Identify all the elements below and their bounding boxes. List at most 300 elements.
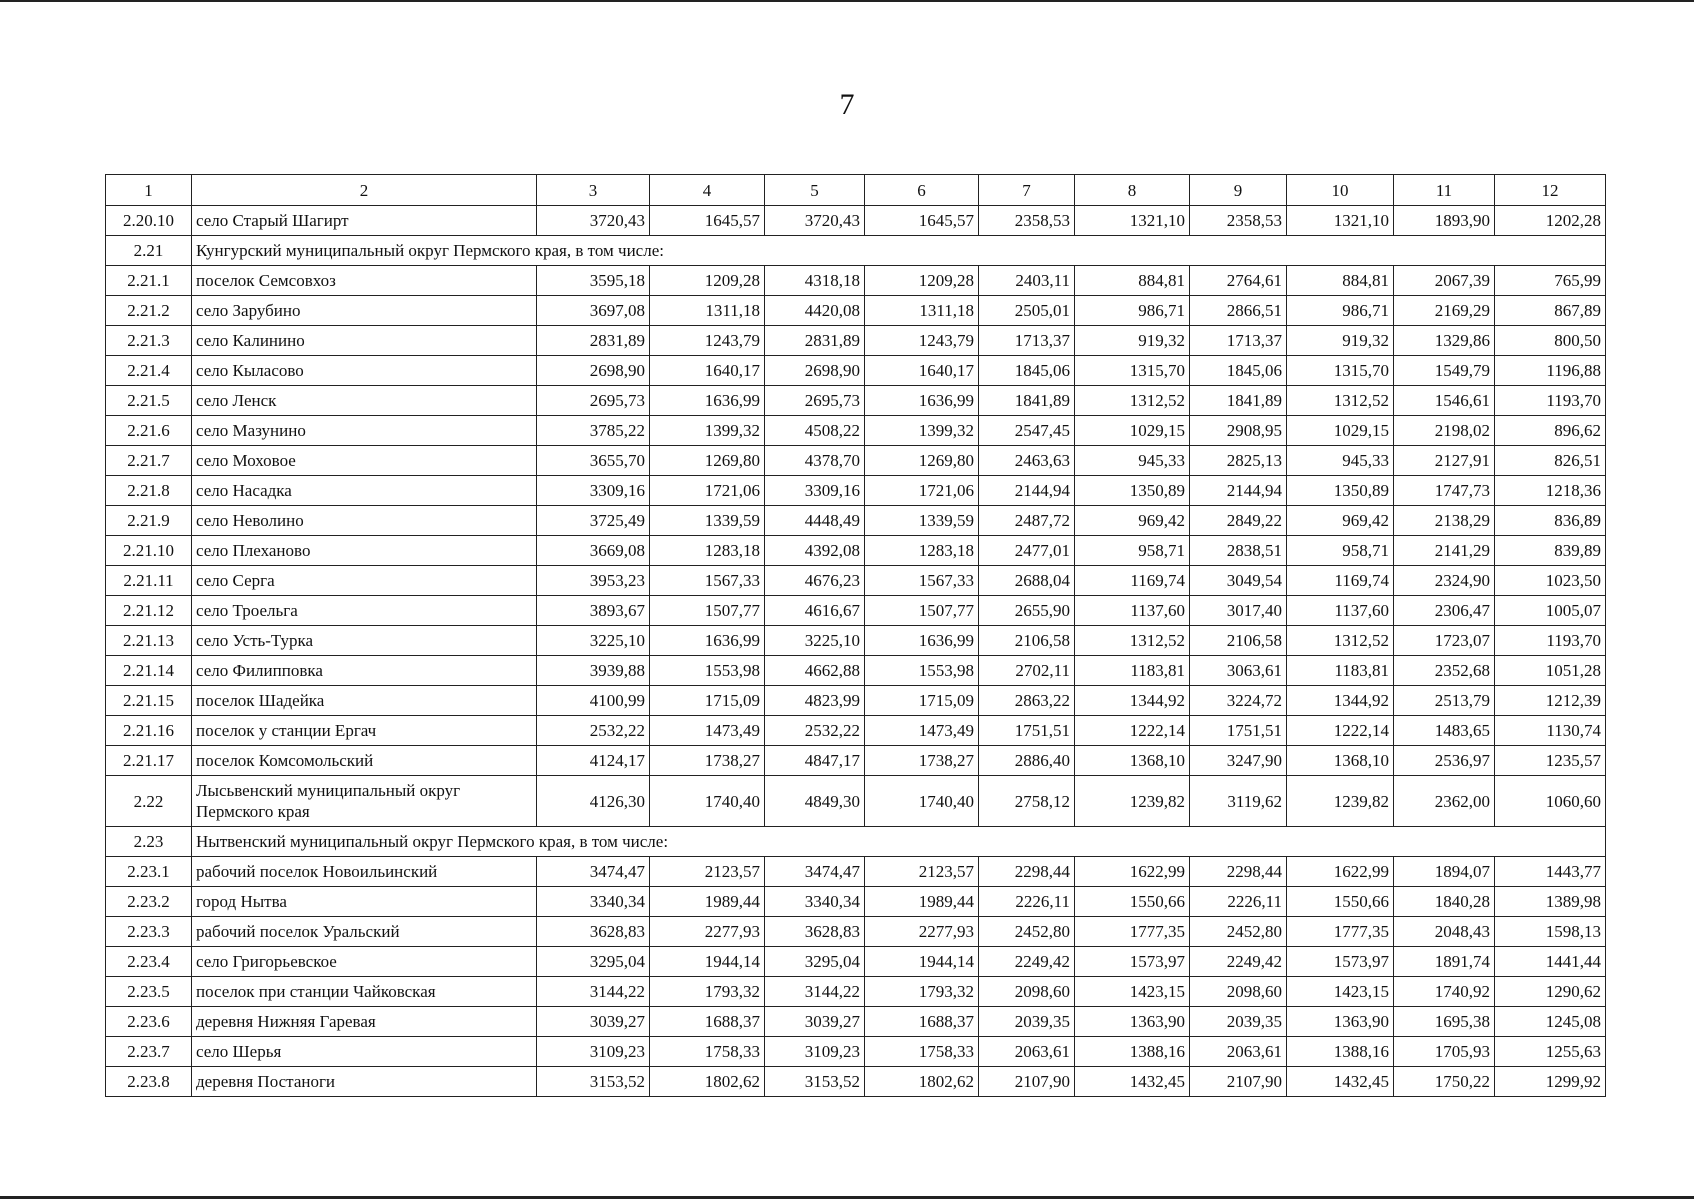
- value-cell: 2107,90: [1190, 1067, 1287, 1097]
- value-cell: 3628,83: [537, 917, 650, 947]
- value-cell: 1363,90: [1075, 1007, 1190, 1037]
- table-row: [106, 386, 1606, 416]
- value-cell: 1235,57: [1495, 746, 1606, 776]
- value-cell: 1758,33: [650, 1037, 765, 1067]
- value-cell: 1645,57: [865, 206, 979, 236]
- value-cell: 1311,18: [865, 296, 979, 326]
- value-cell: 3225,10: [765, 626, 865, 656]
- settlement-name: село Насадка: [192, 476, 537, 506]
- value-cell: 3628,83: [765, 917, 865, 947]
- value-cell: 1567,33: [650, 566, 765, 596]
- value-cell: 1640,17: [650, 356, 765, 386]
- table-row: [106, 887, 1606, 917]
- value-cell: 4448,49: [765, 506, 865, 536]
- value-cell: 1636,99: [865, 386, 979, 416]
- value-cell: 2866,51: [1190, 296, 1287, 326]
- value-cell: 2358,53: [1190, 206, 1287, 236]
- value-cell: 896,62: [1495, 416, 1606, 446]
- value-cell: 2831,89: [765, 326, 865, 356]
- settlement-name: село Усть-Турка: [192, 626, 537, 656]
- value-cell: 2358,53: [979, 206, 1075, 236]
- value-cell: 1321,10: [1075, 206, 1190, 236]
- value-cell: 1423,15: [1075, 977, 1190, 1007]
- header-cell: 9: [1190, 175, 1287, 206]
- value-cell: 1553,98: [650, 656, 765, 686]
- value-cell: 1622,99: [1287, 857, 1394, 887]
- value-cell: 2098,60: [1190, 977, 1287, 1007]
- value-cell: 1483,65: [1394, 716, 1495, 746]
- value-cell: 3224,72: [1190, 686, 1287, 716]
- value-cell: 4508,22: [765, 416, 865, 446]
- value-cell: 1944,14: [865, 947, 979, 977]
- settlement-name: село Филипповка: [192, 656, 537, 686]
- value-cell: 2547,45: [979, 416, 1075, 446]
- row-number: 2.21.17: [106, 746, 192, 776]
- value-cell: 2063,61: [979, 1037, 1075, 1067]
- value-cell: 3295,04: [765, 947, 865, 977]
- value-cell: 1758,33: [865, 1037, 979, 1067]
- value-cell: 1255,63: [1495, 1037, 1606, 1067]
- table-row: [106, 947, 1606, 977]
- value-cell: 1750,22: [1394, 1067, 1495, 1097]
- value-cell: 1715,09: [865, 686, 979, 716]
- value-cell: 1299,92: [1495, 1067, 1606, 1097]
- value-cell: 1212,39: [1495, 686, 1606, 716]
- settlement-name: поселок при станции Чайковская: [192, 977, 537, 1007]
- value-cell: 3939,88: [537, 656, 650, 686]
- value-cell: 1688,37: [650, 1007, 765, 1037]
- value-cell: 1473,49: [650, 716, 765, 746]
- value-cell: 1944,14: [650, 947, 765, 977]
- row-number: 2.21.6: [106, 416, 192, 446]
- value-cell: 1196,88: [1495, 356, 1606, 386]
- value-cell: 1473,49: [865, 716, 979, 746]
- value-cell: 1222,14: [1287, 716, 1394, 746]
- settlement-name: деревня Нижняя Гаревая: [192, 1007, 537, 1037]
- row-number: 2.23.6: [106, 1007, 192, 1037]
- header-cell: 11: [1394, 175, 1495, 206]
- value-cell: 1312,52: [1075, 626, 1190, 656]
- value-cell: 2698,90: [537, 356, 650, 386]
- value-cell: 1368,10: [1075, 746, 1190, 776]
- value-cell: 3697,08: [537, 296, 650, 326]
- value-cell: 1845,06: [979, 356, 1075, 386]
- value-cell: 2107,90: [979, 1067, 1075, 1097]
- row-number: 2.23.2: [106, 887, 192, 917]
- value-cell: 919,32: [1075, 326, 1190, 356]
- value-cell: 969,42: [1075, 506, 1190, 536]
- value-cell: 986,71: [1287, 296, 1394, 326]
- value-cell: 2758,12: [979, 776, 1075, 827]
- value-cell: 3340,34: [537, 887, 650, 917]
- value-cell: 2226,11: [979, 887, 1075, 917]
- settlement-name: село Моховое: [192, 446, 537, 476]
- value-cell: 2123,57: [650, 857, 765, 887]
- value-cell: 2655,90: [979, 596, 1075, 626]
- value-cell: 2067,39: [1394, 266, 1495, 296]
- row-number: 2.23.7: [106, 1037, 192, 1067]
- value-cell: 1269,80: [650, 446, 765, 476]
- value-cell: 1573,97: [1287, 947, 1394, 977]
- settlement-name: село Серга: [192, 566, 537, 596]
- value-cell: 1029,15: [1287, 416, 1394, 446]
- value-cell: 1339,59: [865, 506, 979, 536]
- value-cell: 1193,70: [1495, 386, 1606, 416]
- value-cell: 4420,08: [765, 296, 865, 326]
- value-cell: 1715,09: [650, 686, 765, 716]
- value-cell: 1329,86: [1394, 326, 1495, 356]
- settlement-name: село Мазунино: [192, 416, 537, 446]
- value-cell: 2452,80: [1190, 917, 1287, 947]
- table-row: [106, 206, 1606, 236]
- value-cell: 3953,23: [537, 566, 650, 596]
- value-cell: 4823,99: [765, 686, 865, 716]
- value-cell: 2198,02: [1394, 416, 1495, 446]
- row-number: 2.21.8: [106, 476, 192, 506]
- table-row: [106, 266, 1606, 296]
- value-cell: 3595,18: [537, 266, 650, 296]
- settlement-name: город Нытва: [192, 887, 537, 917]
- value-cell: 2141,29: [1394, 536, 1495, 566]
- value-cell: 1243,79: [650, 326, 765, 356]
- value-cell: 4126,30: [537, 776, 650, 827]
- value-cell: 1894,07: [1394, 857, 1495, 887]
- value-cell: 1344,92: [1075, 686, 1190, 716]
- value-cell: 945,33: [1287, 446, 1394, 476]
- value-cell: 2106,58: [1190, 626, 1287, 656]
- section-row: [106, 827, 1606, 857]
- value-cell: 1315,70: [1075, 356, 1190, 386]
- value-cell: 4392,08: [765, 536, 865, 566]
- value-cell: 1550,66: [1287, 887, 1394, 917]
- settlement-name: село Кыласово: [192, 356, 537, 386]
- value-cell: 1399,32: [865, 416, 979, 446]
- section-title: Нытвенский муниципальный округ Пермского края, в том числе:: [192, 827, 1606, 857]
- table-row: [106, 1067, 1606, 1097]
- row-number: 2.23: [106, 827, 192, 857]
- value-cell: 4849,30: [765, 776, 865, 827]
- value-cell: 1713,37: [1190, 326, 1287, 356]
- value-cell: 1713,37: [979, 326, 1075, 356]
- value-cell: 1740,40: [865, 776, 979, 827]
- value-cell: 1130,74: [1495, 716, 1606, 746]
- value-cell: 958,71: [1075, 536, 1190, 566]
- value-cell: 1802,62: [650, 1067, 765, 1097]
- value-cell: 1841,89: [1190, 386, 1287, 416]
- value-cell: 2362,00: [1394, 776, 1495, 827]
- row-number: 2.21.3: [106, 326, 192, 356]
- value-cell: 1567,33: [865, 566, 979, 596]
- header-cell: 8: [1075, 175, 1190, 206]
- value-cell: 2249,42: [1190, 947, 1287, 977]
- value-cell: 3153,52: [537, 1067, 650, 1097]
- settlement-name: поселок Шадейка: [192, 686, 537, 716]
- value-cell: 1315,70: [1287, 356, 1394, 386]
- row-number: 2.21.7: [106, 446, 192, 476]
- value-cell: 3309,16: [537, 476, 650, 506]
- value-cell: 3039,27: [765, 1007, 865, 1037]
- value-cell: 1051,28: [1495, 656, 1606, 686]
- table-row: [106, 566, 1606, 596]
- header-cell: 10: [1287, 175, 1394, 206]
- value-cell: 4124,17: [537, 746, 650, 776]
- table-row: [106, 326, 1606, 356]
- value-cell: 1209,28: [650, 266, 765, 296]
- value-cell: 919,32: [1287, 326, 1394, 356]
- value-cell: 1218,36: [1495, 476, 1606, 506]
- value-cell: 1388,16: [1075, 1037, 1190, 1067]
- value-cell: 1636,99: [650, 626, 765, 656]
- value-cell: 1777,35: [1287, 917, 1394, 947]
- table-row: [106, 596, 1606, 626]
- header-cell: 3: [537, 175, 650, 206]
- value-cell: 1432,45: [1287, 1067, 1394, 1097]
- value-cell: 3669,08: [537, 536, 650, 566]
- value-cell: 2298,44: [1190, 857, 1287, 887]
- value-cell: 1350,89: [1287, 476, 1394, 506]
- header-cell: 5: [765, 175, 865, 206]
- value-cell: 884,81: [1075, 266, 1190, 296]
- value-cell: 3247,90: [1190, 746, 1287, 776]
- value-cell: 800,50: [1495, 326, 1606, 356]
- value-cell: 2695,73: [765, 386, 865, 416]
- table-row: [106, 1037, 1606, 1067]
- settlement-name: рабочий поселок Уральский: [192, 917, 537, 947]
- row-number: 2.21.10: [106, 536, 192, 566]
- value-cell: 2886,40: [979, 746, 1075, 776]
- value-cell: 3340,34: [765, 887, 865, 917]
- value-cell: 1793,32: [865, 977, 979, 1007]
- value-cell: 2764,61: [1190, 266, 1287, 296]
- row-number: 2.21.14: [106, 656, 192, 686]
- header-cell: 6: [865, 175, 979, 206]
- value-cell: 1269,80: [865, 446, 979, 476]
- value-cell: 2123,57: [865, 857, 979, 887]
- value-cell: 3474,47: [765, 857, 865, 887]
- value-cell: 2324,90: [1394, 566, 1495, 596]
- value-cell: 945,33: [1075, 446, 1190, 476]
- value-cell: 2106,58: [979, 626, 1075, 656]
- value-cell: 1441,44: [1495, 947, 1606, 977]
- value-cell: 1239,82: [1287, 776, 1394, 827]
- value-cell: 1344,92: [1287, 686, 1394, 716]
- value-cell: 2838,51: [1190, 536, 1287, 566]
- value-cell: 4378,70: [765, 446, 865, 476]
- table-row: [106, 536, 1606, 566]
- value-cell: 1399,32: [650, 416, 765, 446]
- value-cell: 1721,06: [865, 476, 979, 506]
- value-cell: 1738,27: [650, 746, 765, 776]
- value-cell: 1388,16: [1287, 1037, 1394, 1067]
- row-number: 2.21.4: [106, 356, 192, 386]
- settlement-name: поселок у станции Ергач: [192, 716, 537, 746]
- table-row: [106, 857, 1606, 887]
- row-number: 2.21.16: [106, 716, 192, 746]
- value-cell: 2536,97: [1394, 746, 1495, 776]
- row-number: 2.21.12: [106, 596, 192, 626]
- value-cell: 884,81: [1287, 266, 1394, 296]
- value-cell: 3039,27: [537, 1007, 650, 1037]
- value-cell: 3474,47: [537, 857, 650, 887]
- settlement-name: село Зарубино: [192, 296, 537, 326]
- value-cell: 3225,10: [537, 626, 650, 656]
- value-cell: 1183,81: [1075, 656, 1190, 686]
- value-cell: 1507,77: [650, 596, 765, 626]
- value-cell: 4318,18: [765, 266, 865, 296]
- value-cell: 1688,37: [865, 1007, 979, 1037]
- value-cell: 1029,15: [1075, 416, 1190, 446]
- value-cell: 2487,72: [979, 506, 1075, 536]
- value-cell: 1740,92: [1394, 977, 1495, 1007]
- value-cell: 1312,52: [1287, 626, 1394, 656]
- value-cell: 1723,07: [1394, 626, 1495, 656]
- tariff-table: [105, 174, 1606, 1097]
- value-cell: 3295,04: [537, 947, 650, 977]
- settlement-name: село Ленск: [192, 386, 537, 416]
- value-cell: 1283,18: [650, 536, 765, 566]
- value-cell: 1845,06: [1190, 356, 1287, 386]
- value-cell: 4616,67: [765, 596, 865, 626]
- row-number: 2.22: [106, 776, 192, 827]
- value-cell: 1721,06: [650, 476, 765, 506]
- value-cell: 3119,62: [1190, 776, 1287, 827]
- value-cell: 4100,99: [537, 686, 650, 716]
- value-cell: 1222,14: [1075, 716, 1190, 746]
- value-cell: 1169,74: [1075, 566, 1190, 596]
- value-cell: 2138,29: [1394, 506, 1495, 536]
- value-cell: 1802,62: [865, 1067, 979, 1097]
- header-cell: 7: [979, 175, 1075, 206]
- value-cell: 3144,22: [537, 977, 650, 1007]
- value-cell: 3153,52: [765, 1067, 865, 1097]
- table-row: [106, 686, 1606, 716]
- value-cell: 2908,95: [1190, 416, 1287, 446]
- table-row: [106, 626, 1606, 656]
- value-cell: 1243,79: [865, 326, 979, 356]
- value-cell: 1209,28: [865, 266, 979, 296]
- row-number: 2.21.9: [106, 506, 192, 536]
- value-cell: 2463,63: [979, 446, 1075, 476]
- value-cell: 1169,74: [1287, 566, 1394, 596]
- value-cell: 4662,88: [765, 656, 865, 686]
- value-cell: 2688,04: [979, 566, 1075, 596]
- value-cell: 2513,79: [1394, 686, 1495, 716]
- settlement-name: рабочий поселок Новоильинский: [192, 857, 537, 887]
- table-row: [106, 716, 1606, 746]
- value-cell: 1060,60: [1495, 776, 1606, 827]
- row-number: 2.21: [106, 236, 192, 266]
- table-row: [106, 656, 1606, 686]
- value-cell: 1183,81: [1287, 656, 1394, 686]
- value-cell: 2831,89: [537, 326, 650, 356]
- table-row: [106, 296, 1606, 326]
- value-cell: 969,42: [1287, 506, 1394, 536]
- settlement-name: поселок Комсомольский: [192, 746, 537, 776]
- value-cell: 1549,79: [1394, 356, 1495, 386]
- value-cell: 1740,40: [650, 776, 765, 827]
- value-cell: 3049,54: [1190, 566, 1287, 596]
- value-cell: 1311,18: [650, 296, 765, 326]
- value-cell: 826,51: [1495, 446, 1606, 476]
- header-cell: 12: [1495, 175, 1606, 206]
- value-cell: 1751,51: [1190, 716, 1287, 746]
- value-cell: 2063,61: [1190, 1037, 1287, 1067]
- settlement-name: село Плеханово: [192, 536, 537, 566]
- value-cell: 1640,17: [865, 356, 979, 386]
- value-cell: 3893,67: [537, 596, 650, 626]
- value-cell: 3725,49: [537, 506, 650, 536]
- value-cell: 1636,99: [865, 626, 979, 656]
- value-cell: 3017,40: [1190, 596, 1287, 626]
- row-number: 2.23.4: [106, 947, 192, 977]
- header-cell: 2: [192, 175, 537, 206]
- value-cell: 2277,93: [865, 917, 979, 947]
- settlement-name: село Старый Шагирт: [192, 206, 537, 236]
- value-cell: 1239,82: [1075, 776, 1190, 827]
- value-cell: 1443,77: [1495, 857, 1606, 887]
- settlement-name: деревня Постаноги: [192, 1067, 537, 1097]
- value-cell: 986,71: [1075, 296, 1190, 326]
- value-cell: 2144,94: [1190, 476, 1287, 506]
- value-cell: 1553,98: [865, 656, 979, 686]
- value-cell: 765,99: [1495, 266, 1606, 296]
- value-cell: 836,89: [1495, 506, 1606, 536]
- value-cell: 1793,32: [650, 977, 765, 1007]
- value-cell: 2698,90: [765, 356, 865, 386]
- section-title: Кунгурский муниципальный округ Пермского края, в том числе:: [192, 236, 1606, 266]
- value-cell: 1321,10: [1287, 206, 1394, 236]
- top-border-line: [0, 0, 1694, 2]
- table-row: [106, 977, 1606, 1007]
- value-cell: 2306,47: [1394, 596, 1495, 626]
- value-cell: 1312,52: [1287, 386, 1394, 416]
- row-number: 2.23.3: [106, 917, 192, 947]
- settlement-name: село Троельга: [192, 596, 537, 626]
- value-cell: 1705,93: [1394, 1037, 1495, 1067]
- value-cell: 1432,45: [1075, 1067, 1190, 1097]
- table-row: [106, 746, 1606, 776]
- table-row: [106, 506, 1606, 536]
- table-row: [106, 476, 1606, 506]
- row-number: 2.21.2: [106, 296, 192, 326]
- settlement-name: село Григорьевское: [192, 947, 537, 977]
- value-cell: 1363,90: [1287, 1007, 1394, 1037]
- value-cell: 3720,43: [765, 206, 865, 236]
- value-cell: 1193,70: [1495, 626, 1606, 656]
- value-cell: 1368,10: [1287, 746, 1394, 776]
- value-cell: 1622,99: [1075, 857, 1190, 887]
- settlement-name: село Неволино: [192, 506, 537, 536]
- value-cell: 1290,62: [1495, 977, 1606, 1007]
- value-cell: 2863,22: [979, 686, 1075, 716]
- header-row: [106, 175, 1606, 206]
- value-cell: 1005,07: [1495, 596, 1606, 626]
- value-cell: 1423,15: [1287, 977, 1394, 1007]
- value-cell: 3109,23: [537, 1037, 650, 1067]
- value-cell: 3144,22: [765, 977, 865, 1007]
- value-cell: 3785,22: [537, 416, 650, 446]
- header-cell: 4: [650, 175, 765, 206]
- value-cell: 1137,60: [1075, 596, 1190, 626]
- value-cell: 2039,35: [979, 1007, 1075, 1037]
- value-cell: 2277,93: [650, 917, 765, 947]
- value-cell: 1202,28: [1495, 206, 1606, 236]
- value-cell: 2825,13: [1190, 446, 1287, 476]
- value-cell: 1350,89: [1075, 476, 1190, 506]
- header-cell: 1: [106, 175, 192, 206]
- value-cell: 2039,35: [1190, 1007, 1287, 1037]
- value-cell: 1573,97: [1075, 947, 1190, 977]
